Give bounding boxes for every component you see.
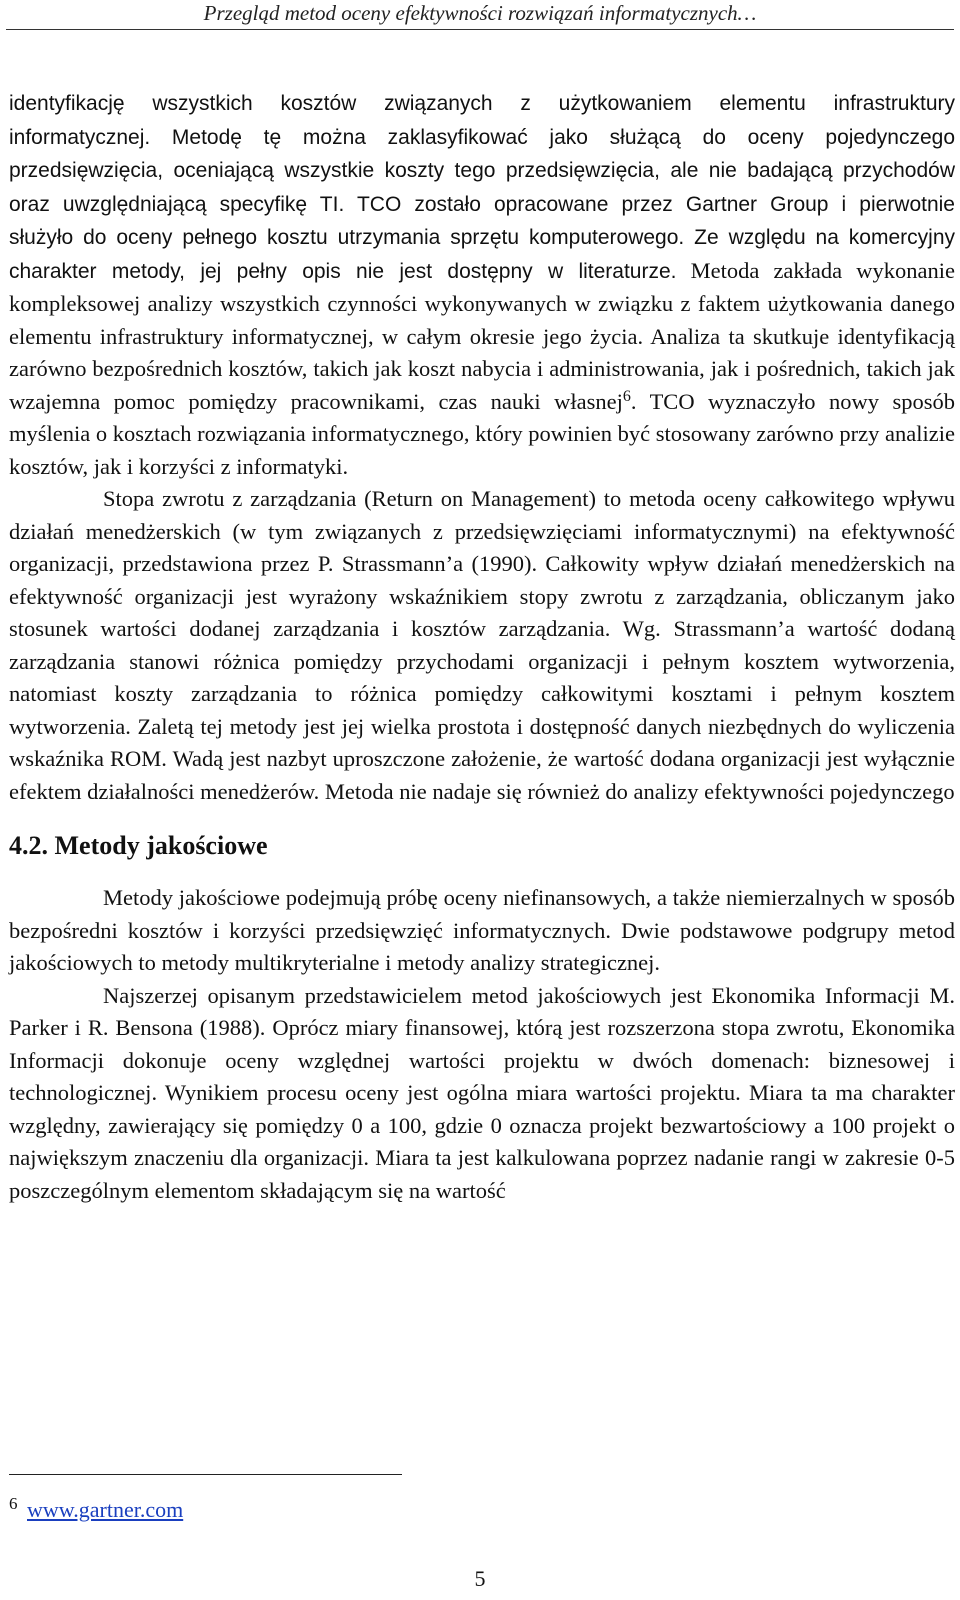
paragraph-information-economics: Najszerzej opisanym przedstawicielem metod jakościowych jest Ekonomika Informacji M. Parker i R. Bensona (1988). Oprócz miary finansowej, którą jest rozszerzona stopa zwrotu, Ekonomika Informacji dokonuje oceny względnej wartości projektu w dwóch domenach: biznesowej i technologicznej. Wynikiem procesu oceny jest ogólna miara wartości projektu. Miara ta ma charakter względny, zawierający się pomiędzy 0 a 100, gdzie 0 oznacza projekt bezwartościowy a 100 projekt o największym znaczeniu dla organizacji. Miara ta jest kalkulowana poprzez nadanie rangi w zakresie 0-5 poszczególnym elementom składającym się na wartość: [9, 982, 955, 1203]
header-divider: [6, 29, 954, 30]
page-number: 5: [474, 1566, 486, 1591]
paragraph-tco-end: . TCO wyznaczyło nowy sposób myślenia o kosztach rozwiązania informatycznego, który powinien być stosowany zarówno przy analizie kosztów, jak i korzyści z informatyki.: [9, 388, 955, 479]
paragraph-tco-serif-part: Metoda zakłada wykonanie kompleksowej analizy wszystkich czynności wykonywanych w związku z faktem użytkowania danego elementu infrastruktury informatycznej, w całym okresie jego życia. Analiza ta skutkuje identyfikacją zarówno bezpośrednich kosztów, takich jak koszt nabycia i administrowania, jak i pośrednich, takich jak wzajemna pomoc pomiędzy pracownikami, czas nauki własnej: [9, 257, 955, 414]
paragraph-tco: [9, 87, 955, 483]
footnote-link[interactable]: www.gartner.com: [27, 1497, 184, 1522]
paragraph-tco-sans-part: identyfikację wszystkich kosztów związanych z użytkowaniem elementu infrastruktury informatycznej. Metodę tę można zaklasyfikować jako służącą do oceny pojedynczego przedsięwzięcia, oceniającą wszystkie koszty tego przedsięwzięcia, ale nie badającą przychodów oraz uwzględniającą specyfikę TI. TCO zostało opracowane przez Gartner Group i pierwotnie służyło do oceny pełnego kosztu utrzymania sprzętu komputerowego. Ze względu na komercyjny charakter metody, jej pełny opis nie jest dostępny w literaturze.: [9, 92, 955, 283]
paragraph-qualitative-methods: Metody jakościowe podejmują próbę oceny niefinansowych, a także niemierzalnych w sposób bezpośredni kosztów i korzyści przedsięwzięć informatycznych. Dwie podstawowe podgrupy metod jakościowych to metody multikryterialne i metody analizy strategicznej.: [9, 885, 955, 975]
body-text: [9, 87, 955, 1207]
footnote-reference[interactable]: 6: [622, 387, 631, 405]
footnote-divider: [9, 1474, 402, 1475]
section-heading: 4.2. Metody jakościowe: [9, 831, 268, 860]
footnote: [9, 1490, 183, 1524]
footnote-number: 6: [9, 1494, 18, 1513]
running-header: Przegląd metod oceny efektywności rozwiązań informatycznych…: [203, 1, 757, 25]
paragraph-rom: Stopa zwrotu z zarządzania (Return on Management) to metoda oceny całkowitego wpływu działań menedżerskich (w tym związanych z przedsięwzięciami informatycznymi) na efektywność organizacji, przedstawiona przez P. Strassmann’a (1990). Całkowity wpływ działań menedżerskich na efektywność organizacji jest wyrażony wskaźnikiem stopy zwrotu z zarządzania, obliczanym jako stosunek wartości dodanej zarządzania i kosztów zarządzania. Wg. Strassmann’a wartość dodaną zarządzania stanowi różnica pomiędzy przychodami organizacji i pełnym kosztem wytworzenia, natomiast koszty zarządzania to różnica pomiędzy całkowitymi kosztami i pełnym kosztem wytworzenia. Zaletą tej metody jest jej wielka prostota i dostępność danych niezbędnych do wyliczenia wskaźnika ROM. Wadą jest nazbyt uproszczone założenie, że wartość dodana organizacji jest wyłącznie efektem działalności menedżerów. Metoda nie nadaje się również do analizy efektywności pojedynczego: [9, 486, 955, 804]
